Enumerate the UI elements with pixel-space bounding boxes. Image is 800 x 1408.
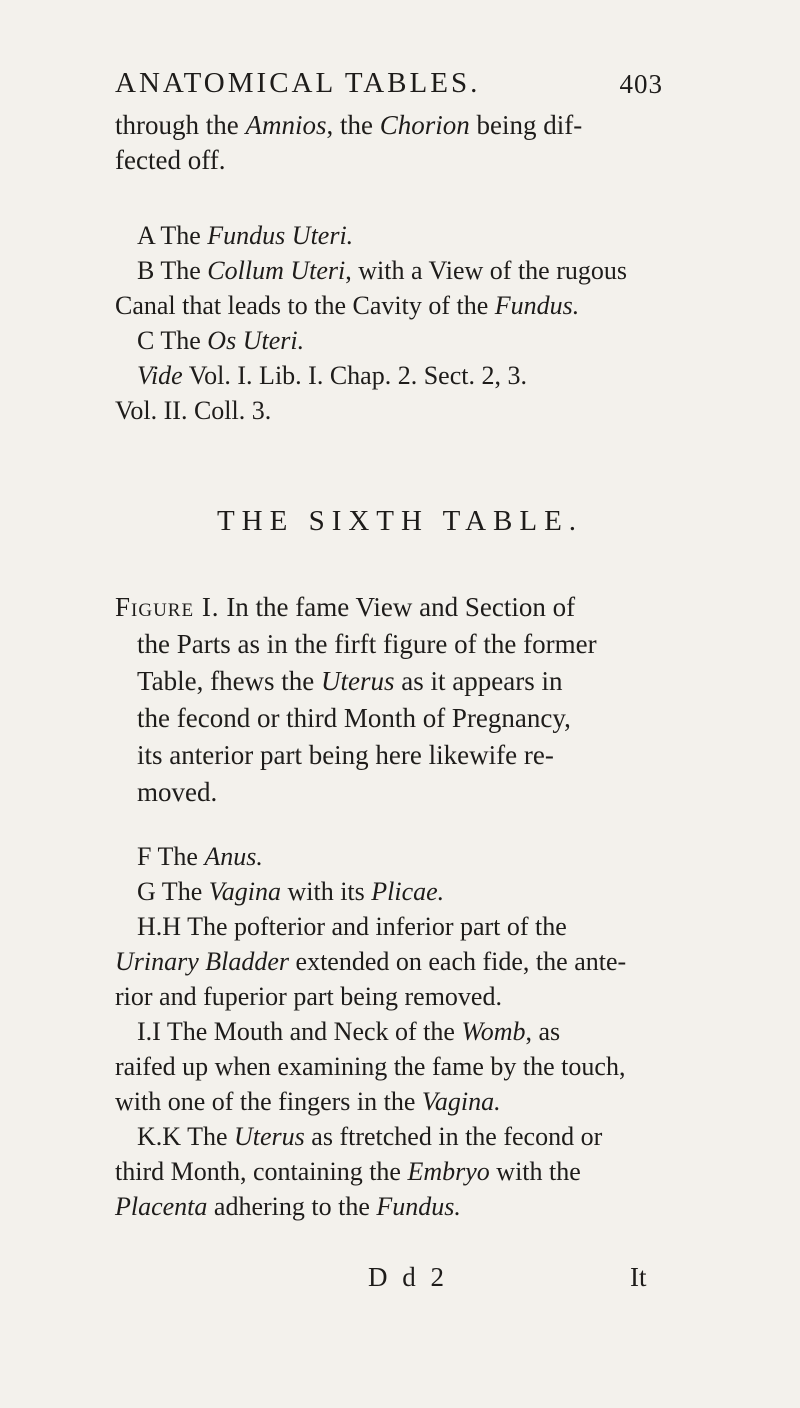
volume-reference: Vol. II. Coll. 3.	[115, 396, 272, 425]
figure-line-1: Figure I. In the fame View and Section of	[115, 592, 576, 622]
legend-item-g: G The Vagina with its Plicae.	[137, 877, 445, 906]
legend-item-k-cont-2: Placenta adhering to the Fundus.	[115, 1192, 461, 1221]
legend-item-i-cont-2: with one of the fingers in the Vagina.	[115, 1087, 501, 1116]
legend-item-h: H.H The pofterior and inferior part of the	[137, 912, 567, 941]
legend-item-k: K.K The Uterus as ftretched in the fecond or	[137, 1122, 603, 1151]
legend-item-i-cont-1: raifed up when examining the fame by the touch,	[115, 1052, 626, 1081]
running-title: ANATOMICAL TABLES.	[115, 67, 481, 99]
figure-line-4: the fecond or third Month of Pregnancy,	[137, 703, 571, 733]
vide-reference: Vide Vol. I. Lib. I. Chap. 2. Sect. 2, 3.	[137, 361, 527, 390]
legend-item-c: C The Os Uteri.	[137, 326, 305, 355]
figure-line-6: moved.	[137, 777, 218, 807]
catchword: It	[630, 1262, 647, 1292]
legend-item-b: B The Collum Uteri, with a View of the rugous	[137, 256, 627, 285]
figure-line-2: the Parts as in the firft figure of the former	[137, 629, 597, 659]
signature-mark: D d 2	[368, 1262, 448, 1292]
legend-item-f: F The Anus.	[137, 842, 263, 871]
legend-item-i: I.I The Mouth and Neck of the Womb, as	[137, 1017, 561, 1046]
running-header	[115, 67, 663, 100]
intro-line-2: fected off.	[115, 145, 226, 175]
legend-item-h-cont-2: rior and fuperior part being removed.	[115, 982, 502, 1011]
section-title: THE SIXTH TABLE.	[216, 505, 584, 537]
legend-item-a: A The Fundus Uteri.	[137, 221, 354, 250]
figure-line-3: Table, fhews the Uterus as it appears in	[137, 666, 563, 696]
legend-item-b-cont: Canal that leads to the Cavity of the Fundus.	[115, 291, 580, 320]
page-number: 403	[619, 69, 663, 99]
legend-item-h-cont-1: Urinary Bladder extended on each fide, the ante-	[115, 947, 627, 976]
intro-line-1: through the Amnios, the Chorion being dif-	[115, 110, 583, 140]
legend-item-k-cont-1: third Month, containing the Embryo with the	[115, 1157, 581, 1186]
figure-line-5: its anterior part being here likewife re-	[137, 740, 554, 770]
